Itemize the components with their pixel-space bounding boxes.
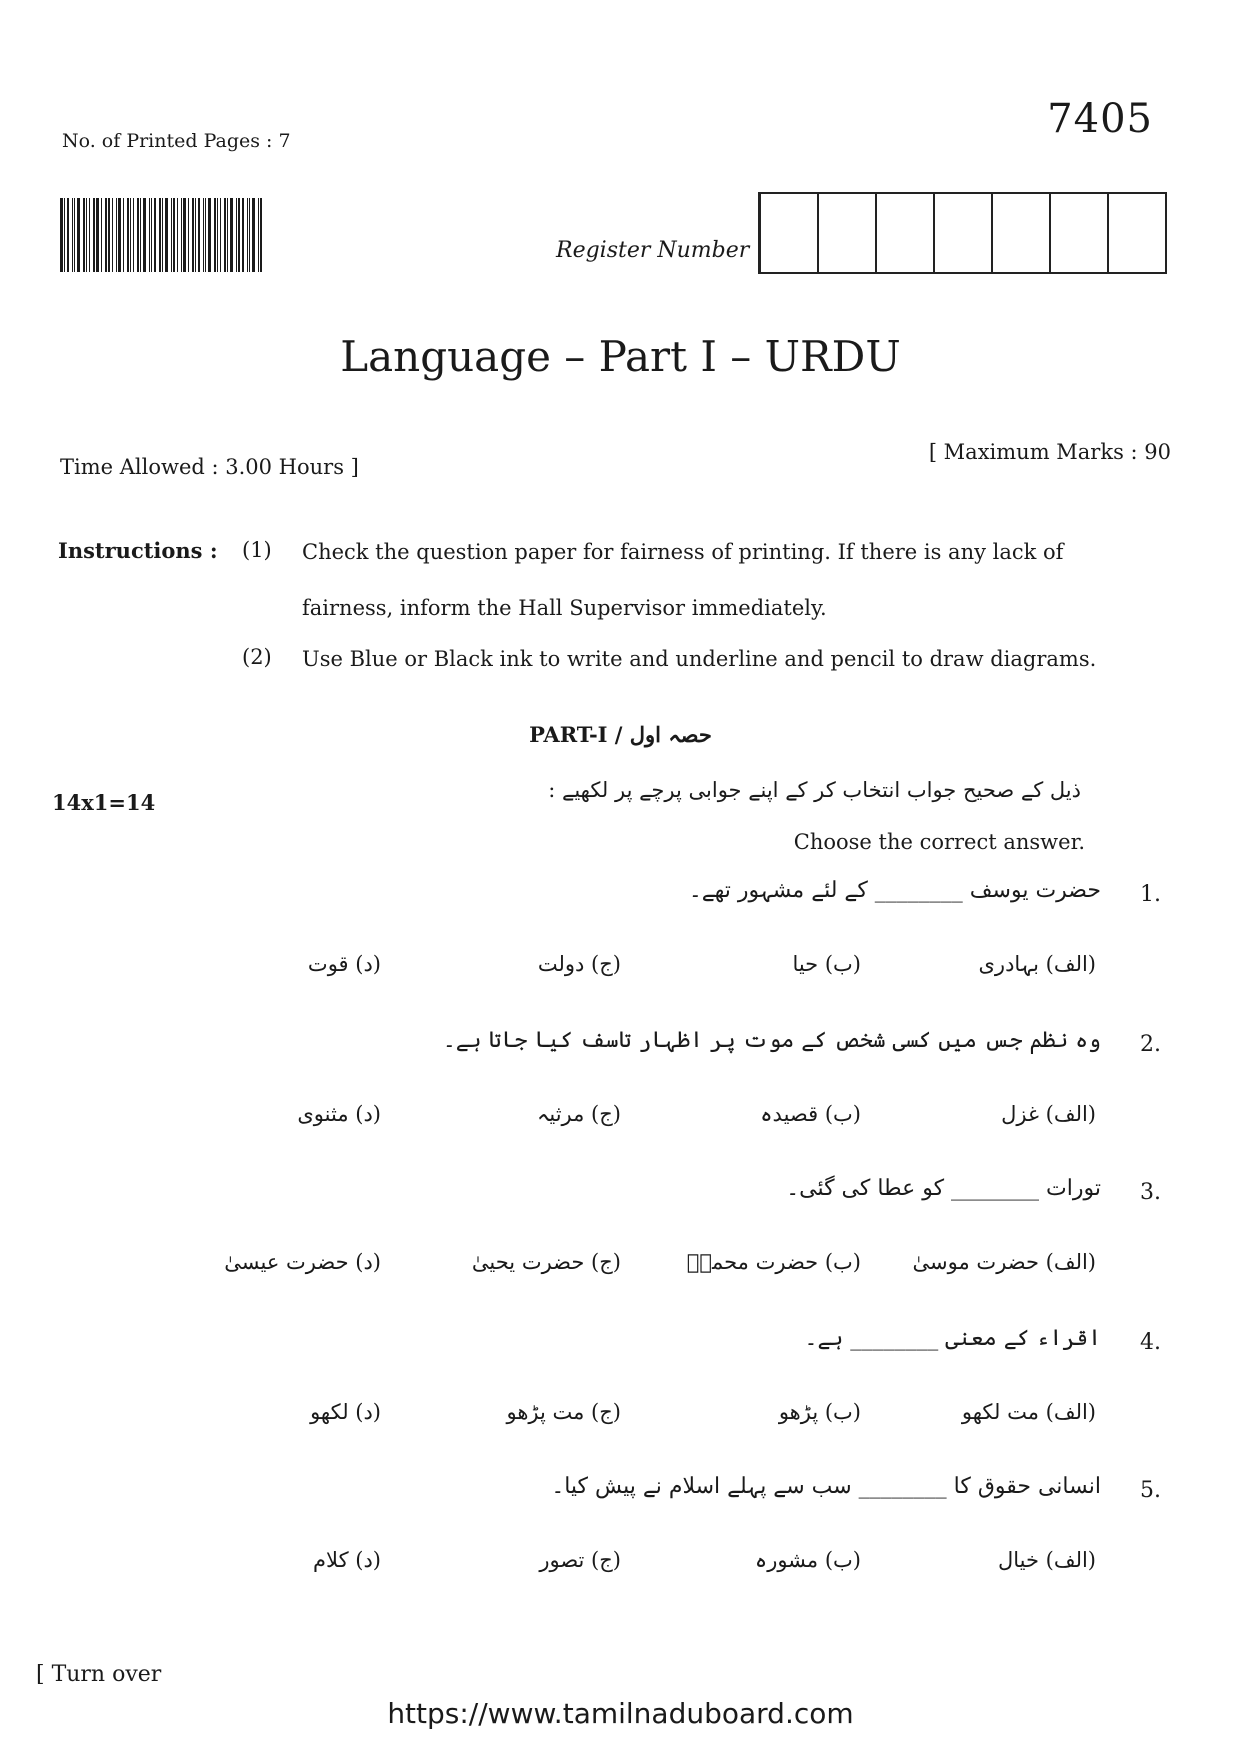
question-number: 4. <box>1140 1330 1161 1355</box>
maximum-marks: [ Maximum Marks : 90 <box>928 440 1171 464</box>
question-text: اقراء کے معنی ________ ہے۔ <box>804 1326 1101 1351</box>
part-marks: 14x1=14 <box>52 790 156 815</box>
question-text: تورات ________ کو عطا کی گئی۔ <box>786 1176 1101 1201</box>
instruction-line: fairness, inform the Hall Supervisor immediately. <box>302 596 827 620</box>
question-text: حضرت یوسف ________ کے لئے مشہور تھے۔ <box>688 878 1101 903</box>
register-number-label: Register Number <box>556 238 750 263</box>
answer-option: (ج) مرثیہ <box>537 1102 621 1126</box>
instruction-text <box>302 631 1182 687</box>
urdu-direction: ذیل کے صحیح جواب انتخاب کر کے اپنے جوابی پرچے پر لکھیے : <box>548 778 1081 802</box>
register-digit-box[interactable] <box>933 192 993 274</box>
question-number: 5. <box>1140 1478 1161 1503</box>
question-number: 1. <box>1140 882 1161 907</box>
answer-option: (الف) حضرت موسیٰ <box>912 1250 1096 1274</box>
answer-option: (د) مثنوی <box>297 1102 381 1126</box>
turn-over: [ Turn over <box>36 1662 162 1687</box>
instruction-line: Use Blue or Black ink to write and underline and pencil to draw diagrams. <box>302 647 1097 671</box>
answer-option: (د) کلام <box>313 1548 381 1572</box>
register-digit-box[interactable] <box>875 192 935 274</box>
printed-pages-count: No. of Printed Pages : 7 <box>62 130 291 152</box>
instruction-line: Check the question paper for fairness of printing. If there is any lack of <box>302 540 1064 564</box>
page-title: Language – Part I – URDU <box>340 332 901 381</box>
question-text: انسانی حقوق کا ________ سب سے پہلے اسلام نے پیش کیا۔ <box>551 1474 1101 1499</box>
answer-option: (د) قوت <box>307 952 381 976</box>
register-digit-box[interactable] <box>1107 192 1167 274</box>
answer-option: (ج) حضرت یحییٰ <box>471 1250 621 1274</box>
instruction-number: (2) <box>242 645 272 669</box>
barcode <box>60 198 280 272</box>
answer-option: (ب) مشورہ <box>754 1548 861 1572</box>
answer-option: (د) حضرت عیسیٰ <box>224 1250 381 1274</box>
answer-option: (ب) حضرت محمدؐ <box>686 1250 861 1274</box>
answer-option: (ب) پڑھو <box>778 1400 861 1424</box>
register-digit-box[interactable] <box>1049 192 1109 274</box>
answer-option: (ب) قصیدہ <box>760 1102 861 1126</box>
question-number: 3. <box>1140 1180 1161 1205</box>
time-allowed: Time Allowed : 3.00 Hours ] <box>60 455 359 479</box>
answer-option: (الف) غزل <box>1001 1102 1096 1126</box>
answer-option: (ج) تصور <box>539 1548 621 1572</box>
instruction-text <box>302 524 1182 636</box>
question-number: 2. <box>1140 1032 1161 1057</box>
register-digit-box[interactable] <box>991 192 1051 274</box>
answer-option: (الف) بہادری <box>978 952 1096 976</box>
answer-option: (الف) مت لکھو <box>961 1400 1096 1424</box>
english-direction: Choose the correct answer. <box>793 830 1085 854</box>
answer-option: (ج) دولت <box>537 952 621 976</box>
answer-option: (ج) مت پڑھو <box>506 1400 621 1424</box>
instruction-number: (1) <box>242 538 272 562</box>
answer-option: (الف) خیال <box>997 1548 1096 1572</box>
source-url: https://www.tamilnaduboard.com <box>387 1697 854 1730</box>
register-number-boxes <box>760 192 1167 274</box>
part-heading: PART-I / حصہ اول <box>529 722 712 747</box>
paper-code: 7405 <box>1047 96 1153 142</box>
register-digit-box[interactable] <box>817 192 877 274</box>
answer-option: (ب) حیا <box>792 952 861 976</box>
instructions-label: Instructions : <box>58 538 218 563</box>
register-digit-box[interactable] <box>758 192 819 274</box>
answer-option: (د) لکھو <box>310 1400 381 1424</box>
question-text: وہ نظم جس میں کسی شخص کے موت پر اظہار تاسف کیا جاتا ہے۔ <box>442 1028 1101 1053</box>
